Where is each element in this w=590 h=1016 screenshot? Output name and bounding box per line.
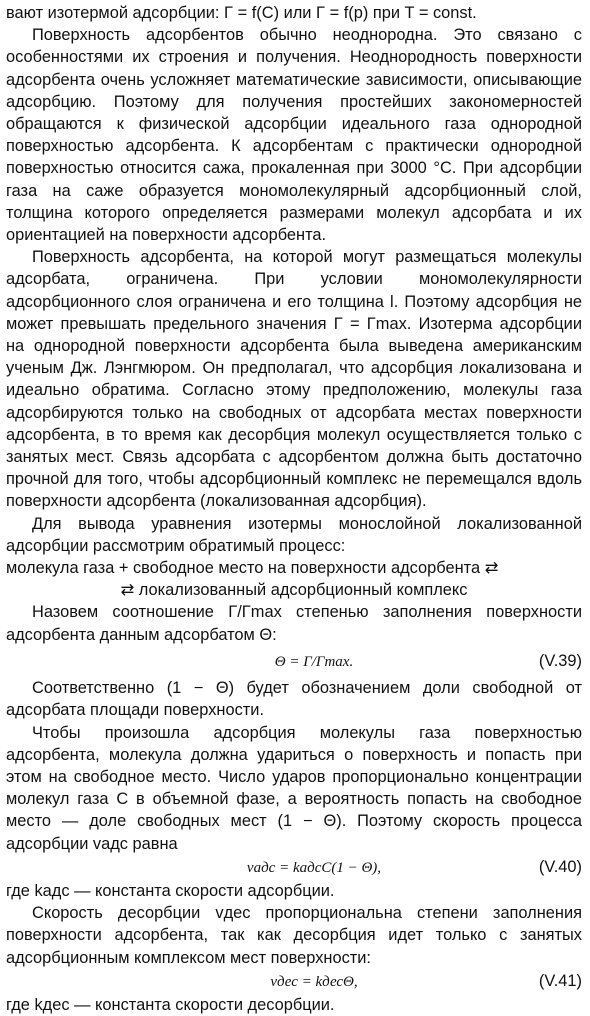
equation-v40-formula: vадс = kадсC(1 − Θ),: [246, 859, 382, 876]
paragraph-k-des-definition: где kдес — константа скорости десорбции.: [6, 995, 335, 1014]
paragraph-free-fraction: Соответственно (1 − Θ) будет обозначением доли свободной от адсорбата площади поверхности.: [6, 679, 582, 720]
paragraph-coverage-definition: Назовем соотношение Γ/Γmax степенью заполнения поверхности адсорбента данным адсорбатом Θ:: [6, 603, 582, 644]
equation-v40-number: (V.40): [538, 857, 582, 876]
equation-v39: [6, 650, 582, 673]
paragraph-surface-heterogeneity: Поверхность адсорбентов обычно неоднородна. Это связано с особенностями их строения и получения. Неоднородность поверхности адсорбента очень усложняет математические зависимости, описывающие адсорбцию. Поэтому для получения простейших закономерностей обращаются к физической адсорбции идеального газа однородной поверхностью адсорбента. К адсорбентам с практически однородной поверхностью относится сажа, прокаленная при 3000 °С. При адсорбции газа на саже образуется мономолекулярный адсорбционный слой, толщина которого определяется размерами молекул адсорбата и их ориентацией на поверхности адсорбента.: [6, 26, 582, 245]
equation-v39-number: (V.39): [538, 651, 582, 670]
paragraph-desorption-rate: Скорость десорбции vдес пропорциональна степени заполнения поверхности адсорбента, так как десорбция идет только с занятых адсорбционным комплексом мест поверхности:: [6, 904, 582, 967]
paragraph-adsorption-rate: Чтобы произошла адсорбция молекулы газа поверхностью адсорбента, молекула должна удариться о поверхность и попасть при этом на свободное место. Число ударов пропорционально концентрации молекул газа C в объемной фазе, а вероятность попасть на свободное место — доле свободных мест (1 − Θ). Поэтому скорость процесса адсорбции vадс равна: [6, 723, 582, 853]
equation-v41-number: (V.41): [538, 971, 582, 990]
paragraph-langmuir-theory: Поверхность адсорбента, на которой могут размещаться молекулы адсорбата, ограничена. При условии мономолекулярности адсорбционного слоя ограничена и его толщина l. Поэтому адсорбция не может превышать предельного значения Γ = Γmax. Изотерма адсорбции на однородной поверхности адсорбента была выведена американским ученым Дж. Лэнгмюром. Он предполагал, что адсорбция локализована и идеально обратима. Согласно этому предположению, молекулы газа адсорбируются только на свободных от адсорбата местах поверхности адсорбента, в то время как десорбция молекул осуществляется только с занятых мест. Связь адсорбата с адсорбентом должна быть достаточно прочной для того, чтобы адсорбционный комплекс не перемещался вдоль поверхности адсорбента (локализованная адсорбция).: [6, 248, 582, 511]
reaction-line-2: ⇄ локализованный адсорбционный комплекс: [120, 581, 468, 600]
paragraph-derivation-intro: Для вывода уравнения изотермы монослойной локализованной адсорбции рассмотрим обратимый процесс:: [6, 514, 582, 555]
reaction-line-1: молекула газа + свободное место на поверхности адсорбента ⇄: [6, 559, 499, 578]
paragraph-isotherm-definition: вают изотермой адсорбции: Γ = f(C) или Γ = f(p) при T = const.: [6, 4, 477, 22]
equation-v39-formula: Θ = Γ/Γmax.: [274, 653, 354, 670]
equation-v41: [6, 970, 582, 993]
equation-v41-formula: vдес = kдесΘ,: [270, 973, 358, 990]
equation-v40: [6, 856, 582, 879]
paragraph-k-ads-definition: где kадс — константа скорости адсорбции.: [6, 881, 335, 900]
